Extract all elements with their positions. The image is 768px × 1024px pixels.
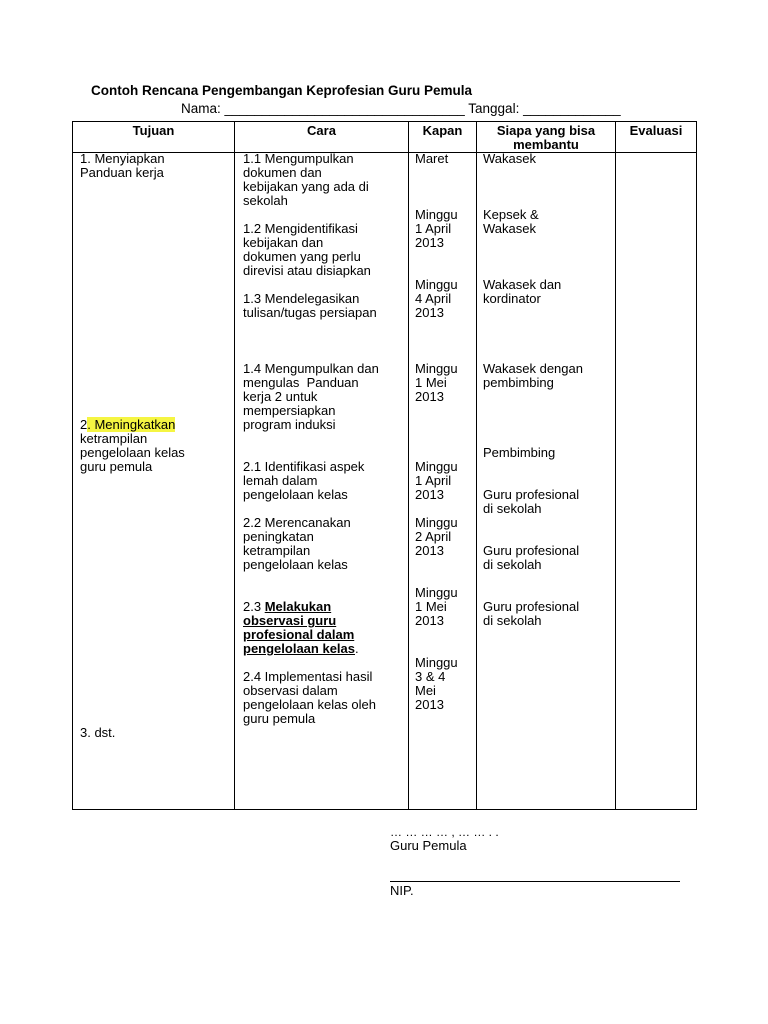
time-6: Minggu 2 April 2013 (415, 515, 458, 558)
column-header-siapa: Siapa yang bisa membantu (496, 123, 596, 152)
helper-1: Wakasek (483, 151, 536, 166)
time-4: Minggu 1 Mei 2013 (415, 361, 458, 404)
time-1: Maret (415, 151, 449, 166)
helper-5: Pembimbing (483, 445, 556, 460)
method-1-3: 1.3 Mendelegasikan tulisan/tugas persiapan (243, 291, 377, 320)
helper-2: Kepsek & Wakasek (483, 207, 539, 236)
signature-role: Guru Pemula (390, 838, 467, 853)
column-header-cara: Cara (307, 123, 336, 138)
document-title: Contoh Rencana Pengembangan Keprofesian Guru Pemula (91, 83, 473, 98)
method-2-3 (243, 600, 359, 656)
name-date-line: Nama: ________________________________ Tanggal: _____________ (181, 101, 621, 116)
signature-line (390, 881, 680, 882)
signature-place-date: … … … … , … … . . (390, 825, 499, 839)
column-header-tujuan: Tujuan (132, 123, 175, 138)
goal-1: 1. Menyiapkan Panduan kerja (80, 151, 165, 180)
method-1-4: 1.4 Mengumpulkan dan mengulas Panduan kerja 2 untuk mempersiapkan program induksi (243, 361, 379, 432)
goal-3: 3. dst. (80, 725, 116, 740)
method-2-3-period: . (355, 641, 359, 656)
helper-7: Guru profesional di sekolah (483, 543, 580, 572)
helper-4: Wakasek dengan pembimbing (483, 361, 583, 390)
time-3: Minggu 4 April 2013 (415, 277, 458, 320)
column-header-kapan: Kapan (422, 123, 463, 138)
goal-2-number: 2 (80, 417, 88, 432)
header-divider (72, 152, 697, 153)
signature-nip: NIP. (390, 883, 414, 898)
goal-2-highlight: . Meningkatkan (87, 417, 176, 432)
method-2-2: 2.2 Merencanakan peningkatan ketrampilan pengelolaan kelas (243, 515, 351, 572)
column-divider (408, 121, 409, 810)
time-2: Minggu 1 April 2013 (415, 207, 458, 250)
method-2-1: 2.1 Identifikasi aspek lemah dalam pengelolaan kelas (243, 459, 365, 502)
helper-3: Wakasek dan kordinator (483, 277, 562, 306)
goal-2-text: ketrampilan pengelolaan kelas guru pemula (80, 431, 185, 474)
goal-2 (80, 418, 185, 474)
helper-6: Guru profesional di sekolah (483, 487, 580, 516)
helper-8: Guru profesional di sekolah (483, 599, 580, 628)
column-divider (615, 121, 616, 810)
column-divider (476, 121, 477, 810)
method-1-2: 1.2 Mengidentifikasi kebijakan dan dokumen yang perlu direvisi atau disiapkan (243, 221, 371, 278)
time-5: Minggu 1 April 2013 (415, 459, 458, 502)
column-header-evaluasi: Evaluasi (629, 123, 683, 138)
time-7: Minggu 1 Mei 2013 (415, 585, 458, 628)
column-divider (234, 121, 235, 810)
method-1-1: 1.1 Mengumpulkan dokumen dan kebijakan yang ada di sekolah (243, 151, 369, 208)
method-2-4: 2.4 Implementasi hasil observasi dalam pengelolaan kelas oleh guru pemula (243, 669, 376, 726)
time-8: Minggu 3 & 4 Mei 2013 (415, 655, 458, 712)
method-2-3-emphasis: Melakukan observasi guru profesional dalam pengelolaan kelas (243, 599, 355, 656)
method-2-3-number: 2.3 (243, 599, 265, 614)
